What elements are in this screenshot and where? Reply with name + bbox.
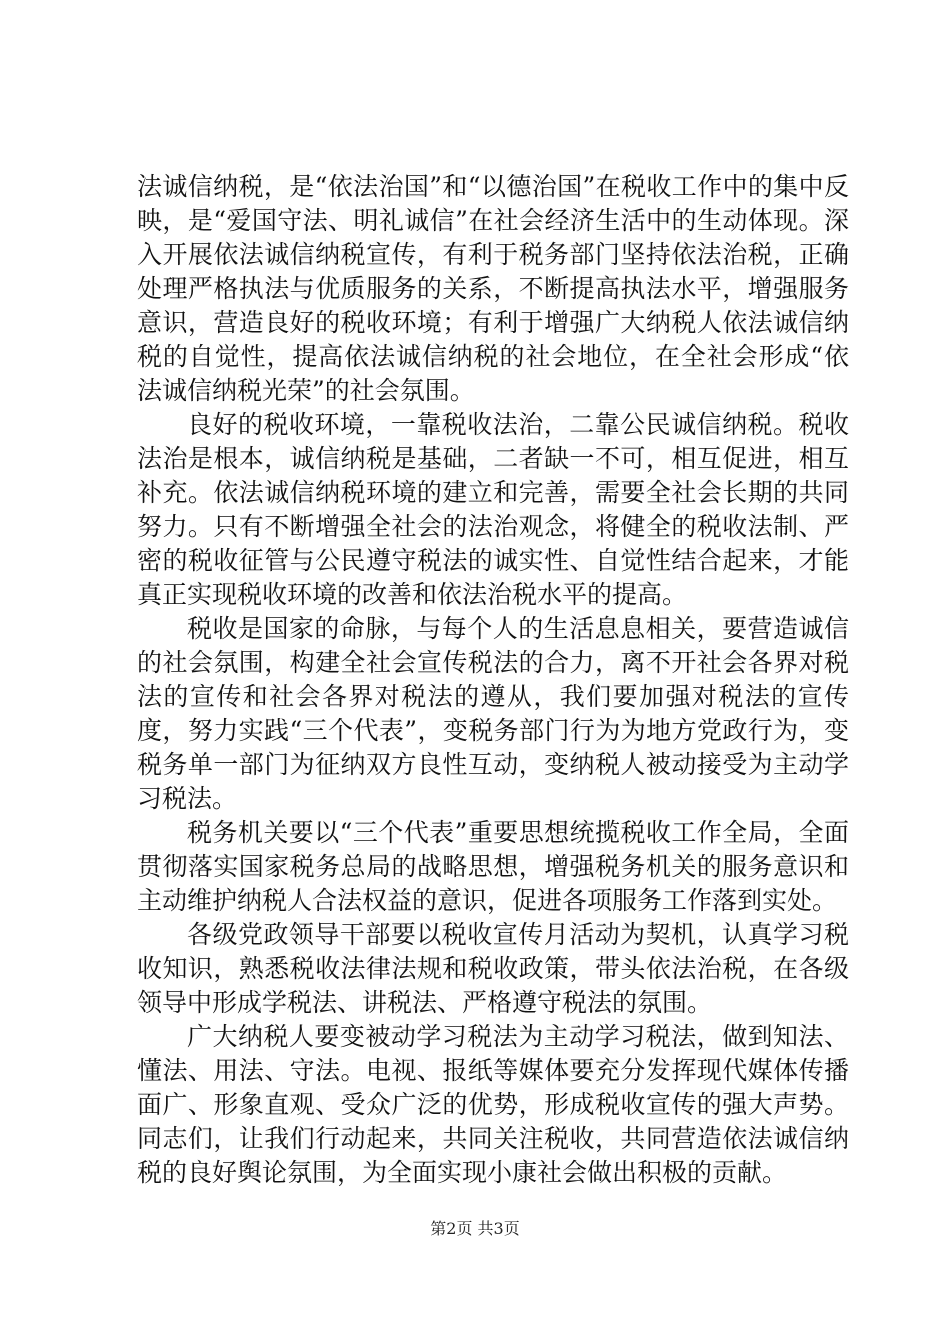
paragraph-6: 广大纳税人要变被动学习税法为主动学习税法，做到知法、懂法、用法、守法。电视、报纸等媒体要充分发挥现代媒体传播面广、形象直观、受众广泛的优势，形成税收宣传的强大声势。同志们，让我们行动起来，共同关注税收，共同营造依法诚信纳税的良好舆论氛围，为全面实现小康社会做出积极的贡献。 (137, 1022, 849, 1187)
paragraph-1: 法诚信纳税，是“依法治国”和“以德治国”在税收工作中的集中反映，是“爱国守法、明礼诚信”在社会经济生活中的生动体现。深入开展依法诚信纳税宣传，有利于税务部门坚持依法治税，正确处理严格执法与优质服务的关系，不断提高执法水平，增强服务意识，营造良好的税收环境；有利于增强广大纳税人依法诚信纳税的自觉性，提高依法诚信纳税的社会地位，在全社会形成“依法诚信纳税光荣”的社会氛围。 (137, 172, 849, 405)
paragraph-5: 各级党政领导干部要以税收宣传月活动为契机，认真学习税收知识，熟悉税收法律法规和税收政策，带头依法治税，在各级领导中形成学税法、讲税法、严格遵守税法的氛围。 (137, 920, 849, 1017)
document-body (137, 170, 849, 1190)
page-number-footer: 第2页 共3页 (430, 1219, 520, 1238)
paragraph-2: 良好的税收环境，一靠税收法治，二靠公民诚信纳税。税收法治是根本，诚信纳税是基础，二者缺一不可，相互促进，相互补充。依法诚信纳税环境的建立和完善，需要全社会长期的共同努力。只有不断增强全社会的法治观念，将健全的税收法制、严密的税收征管与公民遵守税法的诚实性、自觉性结合起来，才能真正实现税收环境的改善和依法治税水平的提高。 (137, 410, 849, 609)
paragraph-3: 税收是国家的命脉，与每个人的生活息息相关，要营造诚信的社会氛围，构建全社会宣传税法的合力，离不开社会各界对税法的宣传和社会各界对税法的遵从，我们要加强对税法的宣传度，努力实践“三个代表”，变税务部门行为为地方党政行为，变税务单一部门为征纳双方良性互动，变纳税人被动接受为主动学习税法。 (137, 614, 849, 813)
paragraph-4: 税务机关要以“三个代表”重要思想统揽税收工作全局，全面贯彻落实国家税务总局的战略思想，增强税务机关的服务意识和主动维护纳税人合法权益的意识，促进各项服务工作落到实处。 (137, 818, 849, 915)
